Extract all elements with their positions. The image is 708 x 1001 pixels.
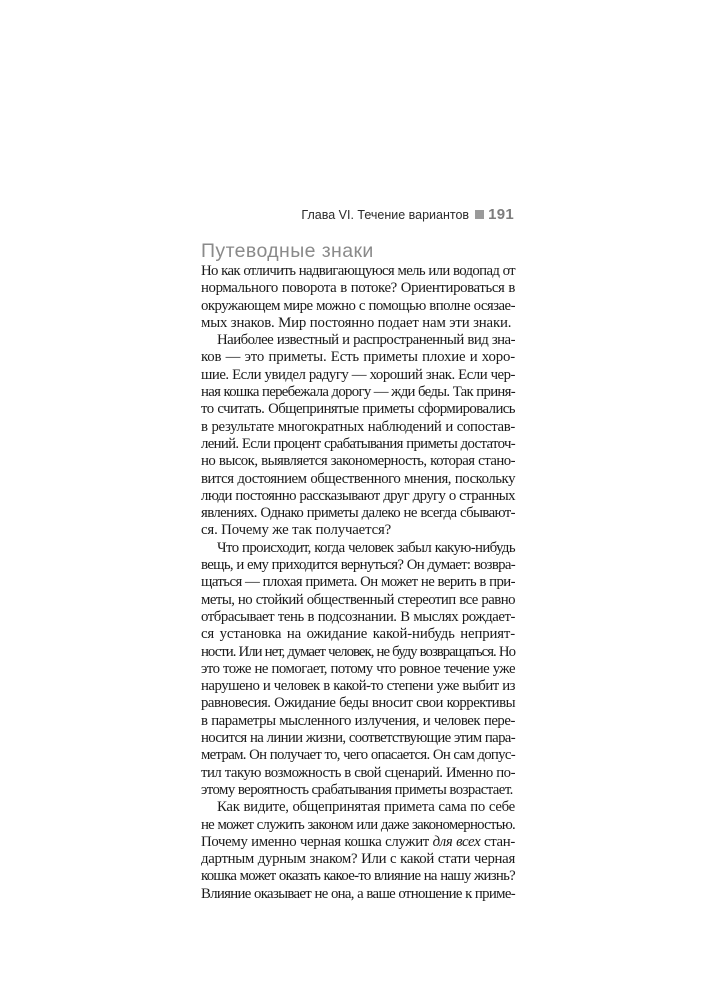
running-header xyxy=(200,206,514,223)
text-line: окружающем мире можно с помощью вполне осязае- xyxy=(201,297,515,314)
text-line: лений. Если процент срабатывания приметы достаточ- xyxy=(201,435,515,452)
text-line: нарушено и человек в какой-то степени уже выбит из xyxy=(201,678,515,695)
text-line: меты, но стойкий общественный стереотип все равно xyxy=(201,591,515,608)
text-line: Влияние оказывает не она, а ваше отношение к приме- xyxy=(201,885,515,902)
chapter-title: Глава VI. Течение вариантов xyxy=(301,208,470,222)
text-line: Но как отличить надвигающуюся мель или водопад от xyxy=(201,263,515,279)
text-line: шие. Если увидел радугу — хороший знак. Если чер- xyxy=(201,366,515,383)
text-fragment: Почему именно черная кошка служит xyxy=(201,833,433,850)
text-line: не может служить законом или даже закономерностью. xyxy=(201,816,515,833)
text-line: этому вероятность срабатывания приметы возрастает. xyxy=(201,781,513,798)
text-line xyxy=(201,834,515,851)
text-line: метрам. Он получает то, чего опасается. Он сам допус- xyxy=(201,747,515,764)
text-line: дартным дурным знаком? Или с какой стати черная xyxy=(201,851,515,868)
text-line: ков — это приметы. Есть приметы плохие и хоро- xyxy=(201,349,515,366)
section-title: Путеводные знаки xyxy=(201,240,374,262)
italic-emphasis: для всех xyxy=(432,833,481,850)
text-line: но высок, выявляется закономерность, которая стано- xyxy=(201,453,515,470)
text-line: носится на линии жизни, соответствующие этим пара- xyxy=(201,730,515,747)
text-line: щаться — плохая примета. Он может не верить в при- xyxy=(201,574,515,591)
text-line: отбрасывает тень в подсознании. В мыслях рождает- xyxy=(201,608,515,625)
text-line: кошка может оказать какое-то влияние на нашу жизнь? xyxy=(201,868,515,885)
text-line: ности. Или нет, думает человек, не буду возвращаться. Но xyxy=(201,643,515,660)
text-line: ся. Почему же так получается? xyxy=(201,522,392,539)
text-fragment: стан- xyxy=(480,833,515,850)
text-line: равновесия. Ожидание беды вносит свои коррективы xyxy=(201,695,515,712)
text-line: Наиболее известный и распространенный вид зна- xyxy=(217,332,515,349)
text-line: в результате многократных наблюдений и сопостав- xyxy=(201,418,515,435)
text-line: тил такую возможность в свой сценарий. Именно по- xyxy=(201,764,515,781)
text-line: это тоже не помогает, потому что ровное течение уже xyxy=(201,660,515,677)
text-line: вещь, и ему приходится вернуться? Он думает: возвра- xyxy=(201,557,515,574)
text-line: то считать. Общепринятые приметы сформировались xyxy=(201,401,515,418)
body-text xyxy=(201,263,515,903)
text-line: ная кошка перебежала дорогу — жди беды. Так приня- xyxy=(201,384,515,401)
text-line: явлениях. Однако приметы далеко не всегда сбывают- xyxy=(201,505,515,522)
text-line: вится достоянием общественного мнения, поскольку xyxy=(201,470,515,487)
text-line: Что происходит, когда человек забыл какую-нибудь xyxy=(217,539,515,556)
text-line: ся установка на ожидание какой-нибудь неприят- xyxy=(201,626,515,643)
text-line: в параметры мысленного излучения, и человек пере- xyxy=(201,712,515,729)
text-line: нормального поворота в потоке? Ориентироваться в xyxy=(201,280,515,297)
text-line: мых знаков. Мир постоянно подает нам эти знаки. xyxy=(201,314,512,331)
page-number: 191 xyxy=(488,206,514,223)
text-line: Как видите, общепринятая примета сама по себе xyxy=(217,799,515,816)
square-bullet-icon xyxy=(475,210,484,219)
text-line: люди постоянно рассказывают друг другу о странных xyxy=(201,487,515,504)
